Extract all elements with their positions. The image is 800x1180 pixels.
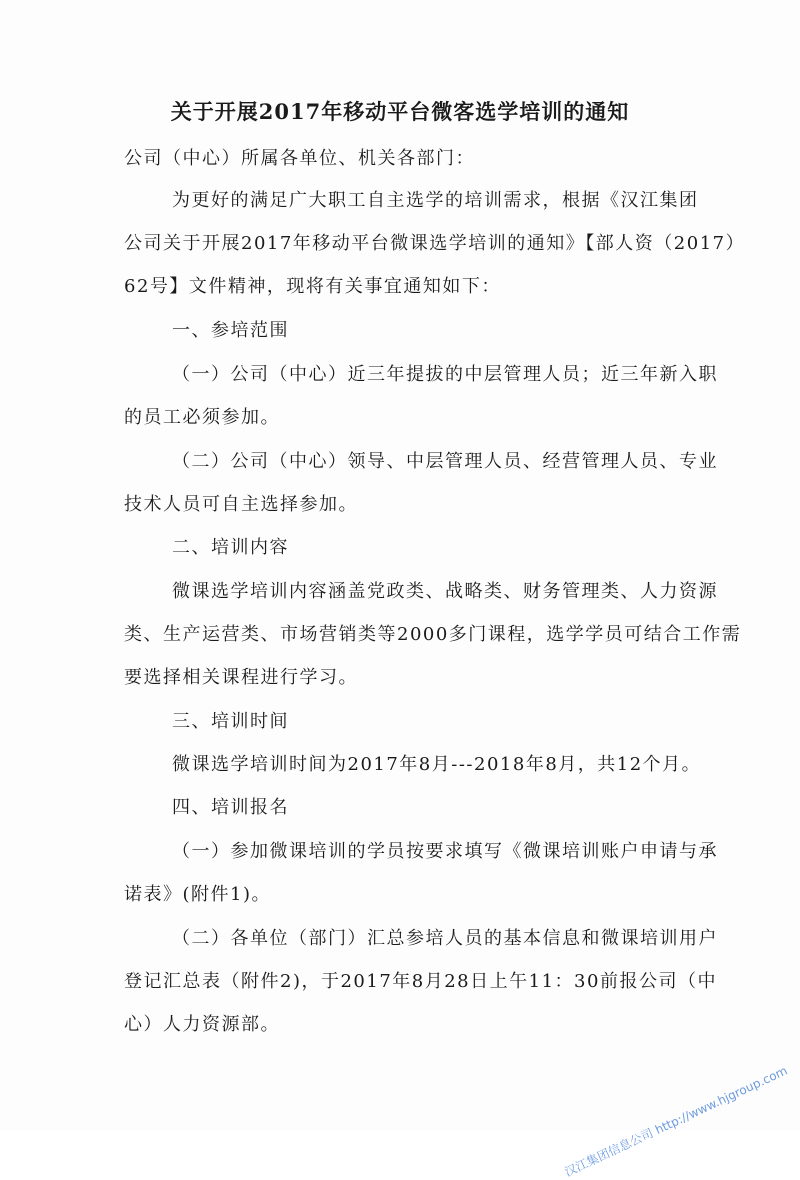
- body-line: （二）公司（中心）领导、中层管理人员、经营管理人员、专业: [172, 451, 718, 472]
- body-line: （二）各单位（部门）汇总参培人员的基本信息和微课培训用户: [172, 928, 718, 949]
- body-line: 的员工必须参加。: [124, 407, 280, 428]
- addressee-line: 公司（中心）所属各单位、机关各部门：: [124, 148, 475, 169]
- section-heading: 二、培训内容: [172, 537, 289, 558]
- section-heading: 三、培训时间: [172, 711, 289, 732]
- body-line: 心）人力资源部。: [124, 1014, 280, 1035]
- body-line: 62号】文件精神，现将有关事宜通知如下：: [124, 276, 501, 297]
- section-heading: 一、参培范围: [172, 320, 289, 341]
- body-line: 诺表》(附件1)。: [124, 884, 271, 905]
- body-line: 微课选学培训时间为2017年8月---2018年8月，共12个月。: [172, 754, 702, 775]
- body-line: 为更好的满足广大职工自主选学的培训需求，根据《汉江集团: [172, 190, 699, 211]
- body-line: （一）参加微课培训的学员按要求填写《微课培训账户申请与承: [172, 841, 718, 862]
- body-line: 登记汇总表（附件2)，于2017年8月28日上午11：30前报公司（中: [124, 971, 717, 992]
- body-line: 技术人员可自主选择参加。: [124, 494, 358, 515]
- watermark-stamp: 汉江集团信息公司 http://www.hjgroup.com: [562, 1063, 790, 1180]
- body-line: 微课选学培训内容涵盖党政类、战略类、财务管理类、人力资源: [172, 581, 718, 602]
- body-line: 类、生产运营类、市场营销类等2000多门课程，选学学员可结合工作需: [124, 624, 742, 645]
- body-line: （一）公司（中心）近三年提拔的中层管理人员；近三年新入职: [172, 364, 718, 385]
- body-line: 要选择相关课程进行学习。: [124, 667, 358, 688]
- section-heading: 四、培训报名: [172, 797, 289, 818]
- body-line: 公司关于开展2017年移动平台微课选学培训的通知》【部人资（2017）: [124, 233, 746, 254]
- document-title: 关于开展2017年移动平台微客选学培训的通知: [170, 99, 630, 124]
